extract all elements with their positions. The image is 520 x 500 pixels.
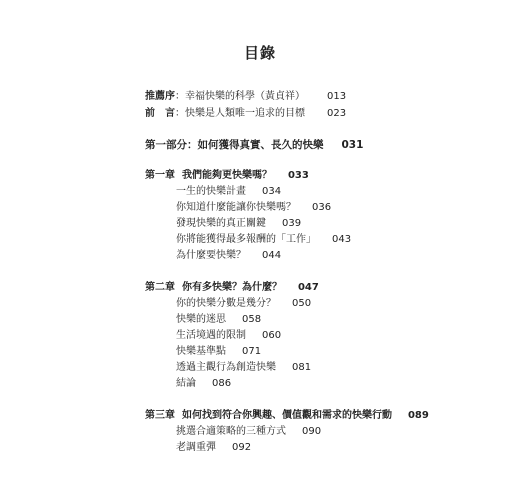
page-number: 013 (327, 91, 347, 102)
toc-entry-section[interactable] (176, 441, 251, 455)
toc-entry-section[interactable] (176, 329, 281, 343)
page-number: 044 (262, 250, 282, 261)
section-title: 你知道什麼能讓你快樂嗎？ (176, 202, 296, 213)
page-number: 039 (282, 218, 302, 229)
toc-entry-chapter-2[interactable] (145, 281, 319, 295)
toc-entry-preface[interactable] (145, 107, 346, 121)
section-title: 你的快樂分數是幾分？ (176, 298, 276, 309)
toc-entry-section[interactable] (176, 345, 261, 359)
toc-entry-section[interactable] (176, 249, 281, 263)
toc-entry-part-one[interactable] (145, 138, 363, 152)
page-number: 060 (262, 330, 282, 341)
section-title: 你將能獲得最多報酬的「工作」 (176, 234, 316, 245)
section-title: 老調重彈 (176, 442, 216, 453)
toc-entry-section[interactable] (176, 425, 321, 439)
section-title: 快樂基準點 (176, 346, 226, 357)
page-number: 058 (242, 314, 262, 325)
page-number: 086 (212, 378, 232, 389)
toc-entry-section[interactable] (176, 313, 261, 327)
section-title: 生活境遇的限制 (176, 330, 246, 341)
entry-label: 前 言 (145, 108, 175, 119)
page-number: 043 (332, 234, 352, 245)
toc-entry-section[interactable] (176, 377, 231, 391)
section-title: 發現快樂的真正關鍵 (176, 218, 266, 229)
chapter-title: 我們能夠更快樂嗎？ (181, 170, 272, 181)
entry-title: ：幸福快樂的科學（黃貞祥） (175, 91, 305, 102)
section-title: 挑選合適策略的三種方式 (176, 426, 286, 437)
page-number: 071 (242, 346, 262, 357)
chapter-label: 第三章 (145, 410, 175, 421)
toc-entry-section[interactable] (176, 297, 311, 311)
page-number: 031 (341, 139, 364, 151)
page-number: 034 (262, 186, 282, 197)
page-number: 092 (232, 442, 252, 453)
chapter-label: 第一章 (145, 170, 175, 181)
page-number: 047 (297, 282, 319, 293)
toc-entry-section[interactable] (176, 201, 331, 215)
page-number: 089 (407, 410, 429, 421)
toc-entry-section[interactable] (176, 185, 281, 199)
part-title: 第一部分：如何獲得真實、長久的快樂 (145, 139, 324, 151)
entry-title: ：快樂是人類唯一追求的目標 (175, 108, 305, 119)
toc-title: 目錄 (243, 44, 276, 62)
page-number: 090 (302, 426, 322, 437)
section-title: 透過主觀行為創造快樂 (176, 362, 276, 373)
chapter-label: 第二章 (145, 282, 175, 293)
toc-entry-foreword[interactable] (145, 90, 346, 104)
page-number: 036 (312, 202, 332, 213)
page-number: 023 (327, 108, 347, 119)
toc-entry-chapter-3[interactable] (145, 409, 429, 423)
page-number: 050 (292, 298, 312, 309)
entry-label: 推薦序 (145, 91, 175, 102)
section-title: 一生的快樂計畫 (176, 186, 246, 197)
toc-entry-section[interactable] (176, 217, 301, 231)
chapter-title: 你有多快樂？為什麼？ (181, 282, 282, 293)
toc-entry-section[interactable] (176, 361, 311, 375)
section-title: 為什麼要快樂？ (176, 250, 246, 261)
page-number: 033 (287, 170, 309, 181)
section-title: 結論 (176, 378, 196, 389)
chapter-title: 如何找到符合你興趣、價值觀和需求的快樂行動 (181, 410, 392, 421)
toc-entry-chapter-1[interactable] (145, 169, 309, 183)
toc-entry-section[interactable] (176, 233, 351, 247)
page-number: 081 (292, 362, 312, 373)
section-title: 快樂的迷思 (176, 314, 226, 325)
